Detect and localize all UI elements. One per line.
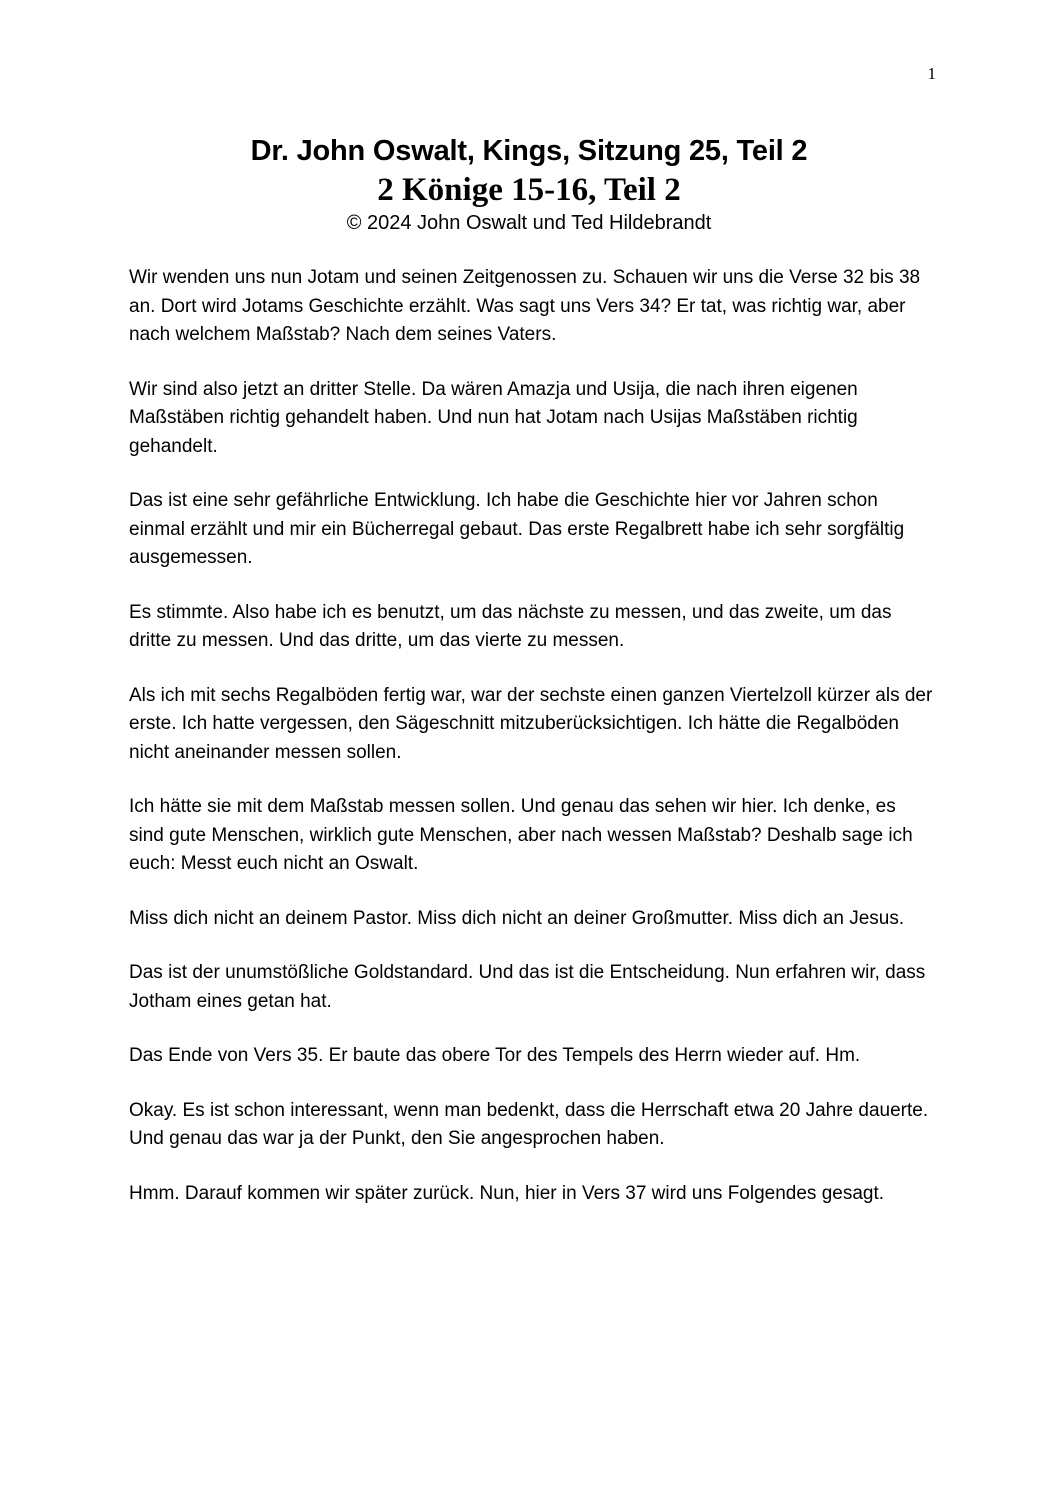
paragraph: Hmm. Darauf kommen wir später zurück. Nun, hier in Vers 37 wird uns Folgendes gesagt. (129, 1182, 885, 1204)
copyright-notice: © 2024 John Oswalt und Ted Hildebrandt (346, 212, 712, 234)
paragraph: Miss dich nicht an deinem Pastor. Miss dich nicht an deiner Großmutter. Miss dich an Jesus. (129, 907, 905, 929)
page-number: 1 (927, 64, 936, 83)
paragraph: Es stimmte. Also habe ich es benutzt, um das nächste zu messen, und das zweite, um das dritte zu messen. Und das dritte, um das vierte zu messen. (129, 601, 892, 651)
paragraph: Das Ende von Vers 35. Er baute das obere Tor des Tempels des Herrn wieder auf. Hm. (129, 1045, 861, 1066)
paragraph: Wir wenden uns nun Jotam und seinen Zeitgenossen zu. Schauen wir uns die Verse 32 bis 38 an. Dort wird Jotams Geschichte erzählt. Was sagt uns Vers 34? Er tat, was richtig war, aber nach welchem Maßstab? Nach dem seines Vaters. (129, 267, 921, 345)
paragraph: Wir sind also jetzt an dritter Stelle. Da wären Amazja und Usija, die nach ihren eigenen Maßstäben richtig gehandelt haben. Und nun hat Jotam nach Usijas Maßstäben richtig gehandelt. (129, 378, 858, 457)
document-subtitle: 2 Könige 15-16, Teil 2 (377, 172, 681, 208)
document-title: Dr. John Oswalt, Kings, Sitzung 25, Teil 2 (250, 135, 808, 167)
paragraph: Okay. Es ist schon interessant, wenn man bedenkt, dass die Herrschaft etwa 20 Jahre dauerte. Und genau das war ja der Punkt, den Sie angesprochen haben. (129, 1099, 929, 1149)
paragraph: Ich hätte sie mit dem Maßstab messen sollen. Und genau das sehen wir hier. Ich denke, es sind gute Menschen, wirklich gute Menschen, aber nach wessen Maßstab? Deshalb sage ich euch: Messt euch nicht an Oswalt. (129, 796, 913, 874)
document-body (129, 264, 935, 1234)
paragraph: Das ist der unumstößliche Goldstandard. Und das ist die Entscheidung. Nun erfahren wir, dass Jotham eines getan hat. (129, 962, 926, 1012)
paragraph: Das ist eine sehr gefährliche Entwicklung. Ich habe die Geschichte hier vor Jahren schon einmal erzählt und mir ein Bücherregal gebaut. Das erste Regalbrett habe ich sehr sorgfältig ausgemessen. (129, 490, 905, 568)
paragraph: Als ich mit sechs Regalböden fertig war, war der sechste einen ganzen Viertelzoll kürzer als der erste. Ich hatte vergessen, den Sägeschnitt mitzuberücksichtigen. Ich hätte die Regalböden nicht aneinander messen sollen. (129, 684, 933, 763)
document-header (100, 132, 958, 236)
